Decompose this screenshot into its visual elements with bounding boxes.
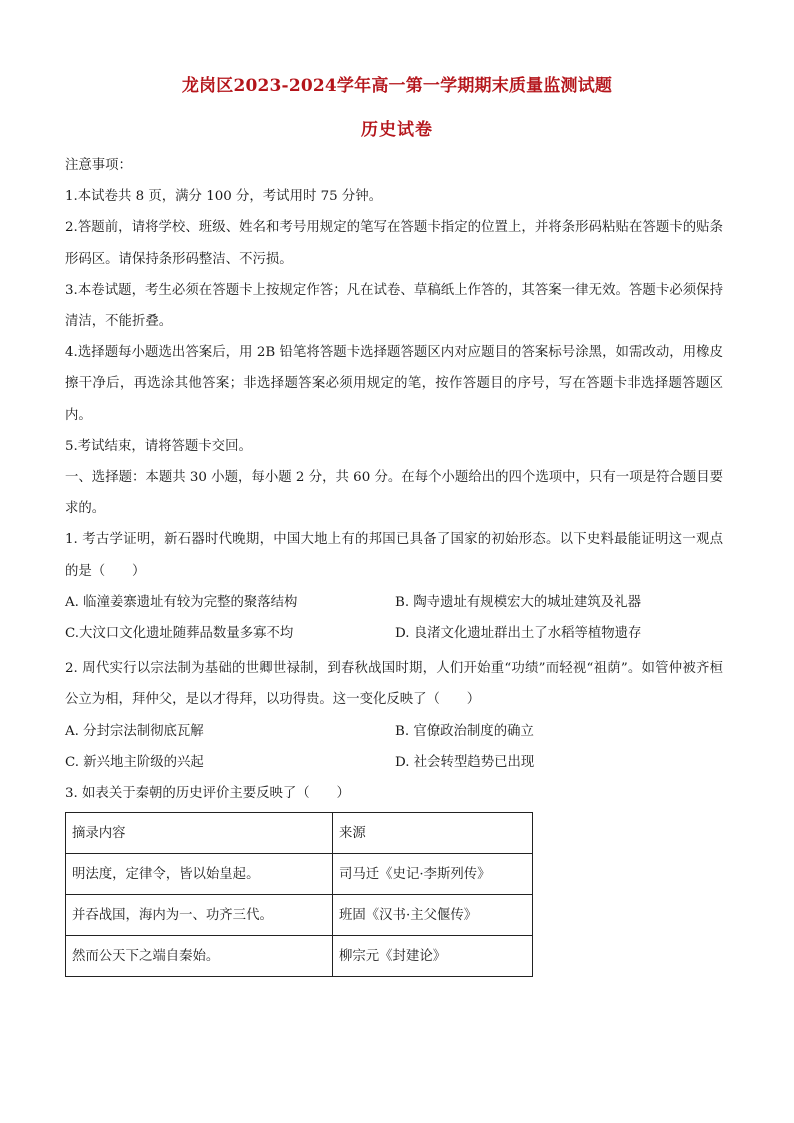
question-2-options-row-2 xyxy=(65,747,723,778)
exam-body xyxy=(65,150,723,977)
notice-item: 1.本试卷共 8 页，满分 100 分，考试用时 75 分钟。 xyxy=(65,189,383,205)
table-cell: 明法度，定律令，皆以始皇起。 xyxy=(66,854,333,895)
question-1-options-row-2 xyxy=(65,618,723,649)
notice-item: 3.本卷试题，考生必须在答题卡上按规定作答；凡在试卷、草稿纸上作答的，其答案一律无效。答题卡必须保持清洁，不能折叠。 xyxy=(65,282,723,330)
option-d: D. 社会转型趋势已出现 xyxy=(395,754,535,770)
option-c: C.大汶口文化遗址随葬品数量多寡不均 xyxy=(65,626,294,642)
notice-item: 5.考试结束，请将答题卡交回。 xyxy=(65,438,252,454)
section-heading: 一、选择题：本题共 30 小题，每小题 2 分，共 60 分。在每个小题给出的四个选项中，只有一项是符合题目要求的。 xyxy=(65,470,723,517)
question-1-stem: 1. 考古学证明，新石器时代晚期，中国大地上有的邦国已具备了国家的初始形态。以下史料最能证明这一观点的是（ ） xyxy=(65,532,723,579)
option-c: C. 新兴地主阶级的兴起 xyxy=(65,754,204,770)
option-b: B. 官僚政治制度的确立 xyxy=(395,723,534,739)
question-3-stem: 3. 如表关于秦朝的历史评价主要反映了（ ） xyxy=(65,786,350,802)
table-cell: 司马迁《史记·李斯列传》 xyxy=(333,854,533,895)
option-d: D. 良渚文化遗址群出土了水稻等植物遗存 xyxy=(395,626,642,642)
notice-item: 2.答题前，请将学校、班级、姓名和考号用规定的笔写在答题卡指定的位置上，并将条形码粘贴在答题卡的贴条形码区。请保持条形码整洁、不污损。 xyxy=(65,220,723,267)
table-row xyxy=(66,895,533,936)
exam-subtitle: 历史试卷 xyxy=(361,120,433,140)
table-cell: 柳宗元《封建论》 xyxy=(333,936,533,977)
table-row xyxy=(66,854,533,895)
table-cell: 然而公天下之端自秦始。 xyxy=(66,936,333,977)
option-a: A. 临潼姜寨遗址有较为完整的聚落结构 xyxy=(65,594,298,610)
question-1-options-row-1 xyxy=(65,587,723,618)
exam-title: 龙岗区2023-2024学年高一第一学期期末质量监测试题 xyxy=(181,76,613,96)
table-row xyxy=(66,936,533,977)
notice-item: 4.选择题每小题选出答案后，用 2B 铅笔将答题卡选择题答题区内对应题目的答案标号涂黑，如需改动，用橡皮擦干净后，再选涂其他答案；非选择题答案必须用规定的笔，按作答题目的序号，写在答题卡非选择题答题区内。 xyxy=(65,345,723,423)
history-evaluation-table xyxy=(65,812,533,977)
table-header-cell: 来源 xyxy=(333,813,533,854)
table-cell: 并吞战国，海内为一、功齐三代。 xyxy=(66,895,333,936)
option-a: A. 分封宗法制彻底瓦解 xyxy=(65,723,204,739)
table-cell: 班固《汉书·主父偃传》 xyxy=(333,895,533,936)
question-2-options-row-1 xyxy=(65,716,723,747)
option-b: B. 陶寺遗址有规模宏大的城址建筑及礼器 xyxy=(395,594,641,610)
question-2-stem: 2. 周代实行以宗法制为基础的世卿世禄制，到春秋战国时期，人们开始重“功绩”而轻视“祖荫”。如管仲被齐桓公立为相，拜仲父，是以才得拜，以功得贵。这一变化反映了（ ） xyxy=(65,661,723,708)
notice-heading: 注意事项： xyxy=(65,158,132,173)
table-header-cell: 摘录内容 xyxy=(66,813,333,854)
table-header-row xyxy=(66,813,533,854)
